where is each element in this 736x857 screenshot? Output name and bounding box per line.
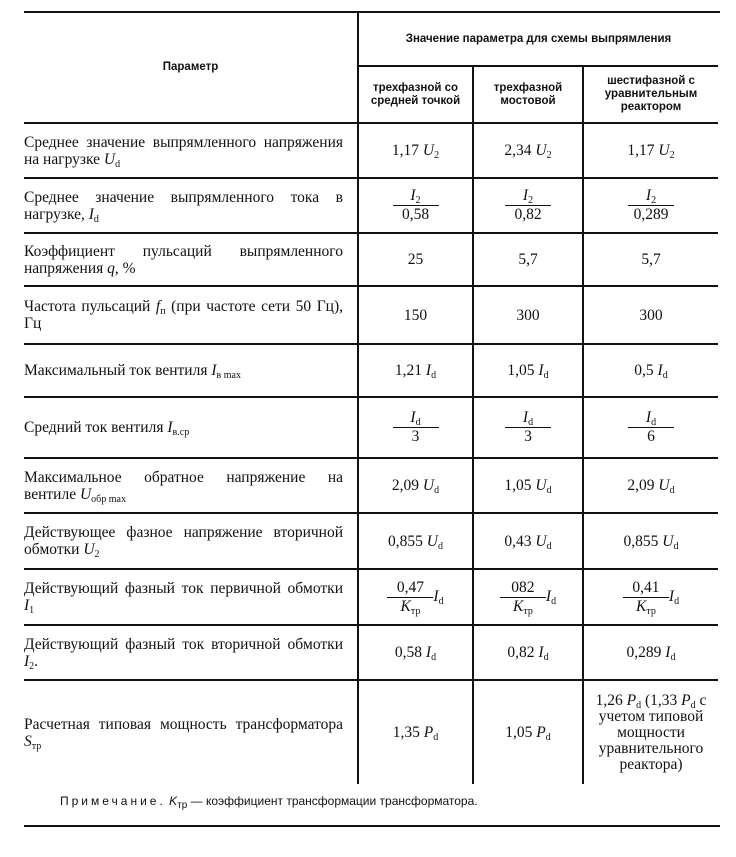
fraction	[628, 188, 674, 223]
numerator	[500, 580, 546, 598]
text: 1,26	[595, 691, 627, 709]
subscript: 2	[415, 195, 421, 206]
text: 1,21	[394, 362, 426, 379]
subscript: 2	[29, 660, 35, 672]
table-row	[24, 397, 718, 458]
fraction	[500, 580, 546, 615]
text: 1,05	[504, 477, 536, 494]
table-row	[24, 286, 718, 344]
fraction	[393, 188, 439, 223]
value-cell-2	[473, 458, 583, 513]
text: 0,82	[507, 644, 539, 661]
footnote-label: Примечание.	[60, 794, 166, 808]
numerator	[628, 188, 674, 206]
subscript: в max	[216, 370, 241, 381]
text: 0,47	[396, 578, 424, 596]
text: 1,05	[507, 362, 539, 379]
header-group: Значение параметра для схемы выпрямления	[405, 32, 672, 45]
subscript: обр max	[91, 493, 126, 505]
variable: I	[545, 587, 552, 605]
text: 3	[411, 428, 420, 445]
value-cell-2	[473, 123, 583, 178]
variable: I	[538, 362, 544, 379]
variable: I	[645, 409, 652, 426]
table-row	[24, 513, 718, 569]
value-cell-1	[358, 625, 473, 680]
subscript: 2	[434, 150, 440, 161]
text: Действующее фазное напряжение вторичной обмотки	[24, 524, 343, 558]
subscript: d	[543, 370, 549, 381]
variable: U	[658, 477, 670, 494]
fraction	[387, 580, 433, 615]
variable: I	[88, 205, 94, 223]
variable: U	[83, 541, 95, 558]
value-cell-1	[358, 233, 473, 286]
text: 150	[403, 306, 428, 324]
variable: I	[425, 644, 432, 661]
subscript: d	[662, 370, 668, 381]
subscript: d	[674, 595, 680, 607]
value-cell-3	[583, 286, 718, 344]
text: Коэффициент пульсаций выпрямленного напряжения	[24, 242, 343, 277]
footnote	[60, 794, 720, 809]
variable: I	[211, 362, 217, 379]
subscript: d	[545, 732, 551, 743]
fraction	[505, 188, 551, 223]
value-cell-3	[583, 344, 718, 397]
subscript: d	[115, 158, 121, 170]
header-col-3: шестифазной с уравнительным реактором	[604, 75, 698, 113]
footnote-text: — коэффициент трансформации трансформатора.	[187, 794, 478, 808]
text: 1,17	[627, 142, 659, 159]
text: 3	[524, 428, 532, 445]
parameter-cell	[24, 397, 358, 458]
text: Действующий фазный ток первичной обмотки	[24, 580, 343, 597]
parameter-cell	[24, 123, 358, 178]
variable: P	[423, 724, 434, 741]
value-cell-1	[358, 344, 473, 397]
value-cell-1	[358, 178, 473, 233]
subscript: в.ср	[172, 427, 190, 438]
subscript: d	[651, 417, 657, 428]
variable: I	[24, 652, 30, 670]
denominator	[647, 428, 655, 445]
parameter-cell	[24, 286, 358, 344]
parameter-cell	[24, 233, 358, 286]
subscript: d	[551, 595, 557, 607]
subscript: 2	[651, 195, 657, 206]
text: Частота пульсаций	[24, 298, 156, 315]
variable: U	[662, 532, 674, 550]
value-cell-3	[583, 233, 718, 286]
header-col-3-cell	[583, 66, 718, 123]
denominator	[412, 428, 420, 445]
text: .	[34, 652, 39, 670]
parameter-cell	[24, 344, 358, 397]
subscript: 2	[94, 549, 100, 560]
value-cell-2	[473, 286, 583, 344]
table-row	[24, 233, 718, 286]
value-cell-1	[358, 680, 473, 784]
header-col-2-cell	[473, 66, 583, 123]
value-cell-3	[583, 458, 718, 513]
variable: K	[400, 597, 411, 615]
value-cell-3	[583, 178, 718, 233]
subscript: тр	[410, 605, 421, 617]
text: 5,7	[641, 251, 661, 268]
subscript: d	[437, 540, 443, 552]
text: 0,289	[633, 206, 669, 223]
subscript: 1	[29, 605, 35, 616]
table-row	[24, 569, 718, 625]
subscript: d	[434, 485, 440, 496]
header-col-1: трехфазной со средней точкой	[370, 81, 461, 107]
variable: P	[626, 691, 637, 709]
table-row	[24, 625, 718, 680]
fraction	[393, 410, 439, 445]
numerator	[393, 188, 439, 206]
subscript: тр	[523, 605, 533, 617]
text: 0,855	[388, 532, 427, 550]
variable: U	[535, 477, 547, 494]
variable: U	[426, 532, 438, 550]
variable: I	[538, 644, 544, 661]
denominator	[400, 598, 420, 615]
variable: U	[422, 142, 435, 159]
denominator	[636, 598, 656, 615]
footnote-var: K	[169, 794, 178, 808]
table-body	[24, 123, 718, 784]
parameter-cell	[24, 513, 358, 569]
denominator	[514, 206, 541, 223]
variable: I	[522, 409, 529, 426]
value-cell-3	[583, 625, 718, 680]
text: 0,82	[514, 206, 542, 223]
variable: K	[636, 597, 647, 615]
denominator	[524, 428, 532, 445]
footnote-sub: тр	[177, 800, 188, 811]
text: 1,17	[391, 142, 423, 159]
value-cell-1	[358, 397, 473, 458]
numerator	[628, 410, 674, 428]
value-cell-1	[358, 569, 473, 625]
value-cell-1	[358, 286, 473, 344]
text: (при частоте сети 50 Гц), Гц	[24, 298, 343, 332]
text: 082	[511, 578, 535, 596]
denominator	[513, 598, 533, 615]
text: 1,35	[392, 724, 424, 741]
text: с учетом типовой мощности уравнительного реактора)	[598, 691, 707, 773]
text: Максимальное обратное напряжение на вентиле	[24, 468, 343, 503]
variable: I	[425, 362, 432, 379]
text: 300	[639, 306, 663, 324]
table-row	[24, 123, 718, 178]
text: 2,34	[504, 142, 536, 159]
subscript: d	[528, 417, 534, 428]
text: Максимальный ток вентиля	[24, 362, 212, 379]
numerator	[623, 580, 669, 598]
value-cell-1	[358, 513, 473, 569]
numerator	[393, 410, 439, 428]
variable: q	[107, 259, 115, 277]
parameter-cell	[24, 569, 358, 625]
text: 300	[516, 306, 540, 324]
subscript: тр	[646, 605, 656, 617]
subscript: d	[546, 485, 552, 496]
text: 2,09	[391, 477, 423, 494]
text: 0,855	[623, 532, 663, 550]
text: Действующий фазный ток вторичной обмотки	[24, 635, 343, 653]
numerator	[387, 580, 433, 598]
value-cell-2	[473, 233, 583, 286]
fraction	[623, 580, 669, 615]
variable: I	[433, 587, 439, 605]
value-cell-2	[473, 344, 583, 397]
subscript: d	[670, 652, 676, 663]
text: 1,05	[505, 724, 537, 741]
value-cell-2	[473, 513, 583, 569]
variable: I	[668, 587, 675, 605]
variable: I	[657, 362, 663, 379]
value-cell-1	[358, 123, 473, 178]
variable: U	[658, 142, 670, 159]
numerator	[505, 188, 551, 206]
denominator	[402, 206, 429, 223]
subscript: 2	[528, 195, 534, 206]
subscript: d	[431, 652, 437, 663]
subscript: 2	[546, 150, 552, 161]
variable: P	[536, 724, 546, 741]
subscript: d	[93, 213, 99, 225]
text: 6	[647, 428, 655, 445]
variable: I	[167, 419, 173, 436]
text: 0,5	[634, 362, 658, 379]
variable: I	[645, 187, 652, 204]
text: Средний ток вентиля	[24, 419, 168, 436]
parameter-cell	[24, 178, 358, 233]
variable: I	[522, 187, 529, 204]
numerator	[505, 410, 551, 428]
fraction	[628, 410, 674, 445]
subscript: d	[543, 652, 549, 663]
subscript: тр	[31, 740, 42, 752]
value-cell-2	[473, 178, 583, 233]
table-row	[24, 458, 718, 513]
text: 0,43	[504, 532, 536, 550]
text: , %	[114, 259, 136, 277]
table-row	[24, 344, 718, 397]
text: 0,41	[632, 578, 660, 596]
text: 0,58	[394, 644, 426, 661]
value-cell-3	[583, 397, 718, 458]
variable: S	[24, 732, 32, 750]
variable: I	[410, 409, 416, 426]
parameter-cell	[24, 680, 358, 784]
subscript: п	[160, 306, 166, 317]
parameter-cell	[24, 458, 358, 513]
text: 25	[407, 251, 424, 268]
subscript: d	[690, 699, 696, 711]
value-cell-2	[473, 397, 583, 458]
subscript: d	[433, 732, 439, 743]
value-cell-3	[583, 513, 718, 569]
value-cell-1	[358, 458, 473, 513]
value-cell-3	[583, 680, 718, 784]
text: Расчетная типовая мощность трансформатора	[24, 715, 343, 733]
value-cell-3	[583, 569, 718, 625]
text: 0,58	[401, 206, 430, 223]
variable: U	[535, 532, 547, 550]
value-cell-2	[473, 569, 583, 625]
rectifier-parameters-table	[24, 13, 718, 784]
header-col-1-cell	[358, 66, 473, 123]
value-cell-2	[473, 680, 583, 784]
variable: I	[665, 644, 671, 661]
denominator	[634, 206, 669, 223]
table-row	[24, 680, 718, 784]
subscript: d	[673, 540, 679, 552]
text: Среднее значение выпрямленного тока в нагрузке,	[24, 188, 343, 223]
variable: U	[103, 150, 116, 168]
variable: f	[155, 298, 161, 315]
variable: U	[79, 485, 92, 503]
subscript: 2	[669, 150, 675, 161]
variable: I	[410, 187, 416, 204]
variable: I	[24, 597, 30, 614]
value-cell-3	[583, 123, 718, 178]
table-row	[24, 178, 718, 233]
text: 5,7	[518, 251, 538, 268]
bottom-rule	[24, 825, 720, 827]
subscript: d	[431, 370, 437, 381]
subscript: d	[636, 699, 642, 711]
subscript: d	[546, 540, 552, 552]
variable: U	[422, 477, 435, 494]
subscript: d	[438, 595, 444, 607]
variable: K	[512, 597, 524, 615]
subscript: d	[669, 485, 675, 496]
text: (1,33	[641, 691, 682, 709]
header-group-cell	[358, 13, 718, 66]
header-col-2: трехфазной мостовой	[493, 81, 563, 107]
subscript: d	[415, 417, 421, 428]
header-parameter: Параметр	[162, 61, 219, 73]
text: Среднее значение выпрямленного напряжения на нагрузке	[24, 133, 343, 168]
text: 2,09	[627, 477, 659, 494]
text: 0,289	[626, 644, 666, 661]
value-cell-2	[473, 625, 583, 680]
variable: P	[681, 691, 691, 709]
fraction	[505, 410, 551, 445]
parameter-cell	[24, 625, 358, 680]
variable: U	[535, 142, 547, 159]
header-parameter-cell	[24, 13, 358, 123]
